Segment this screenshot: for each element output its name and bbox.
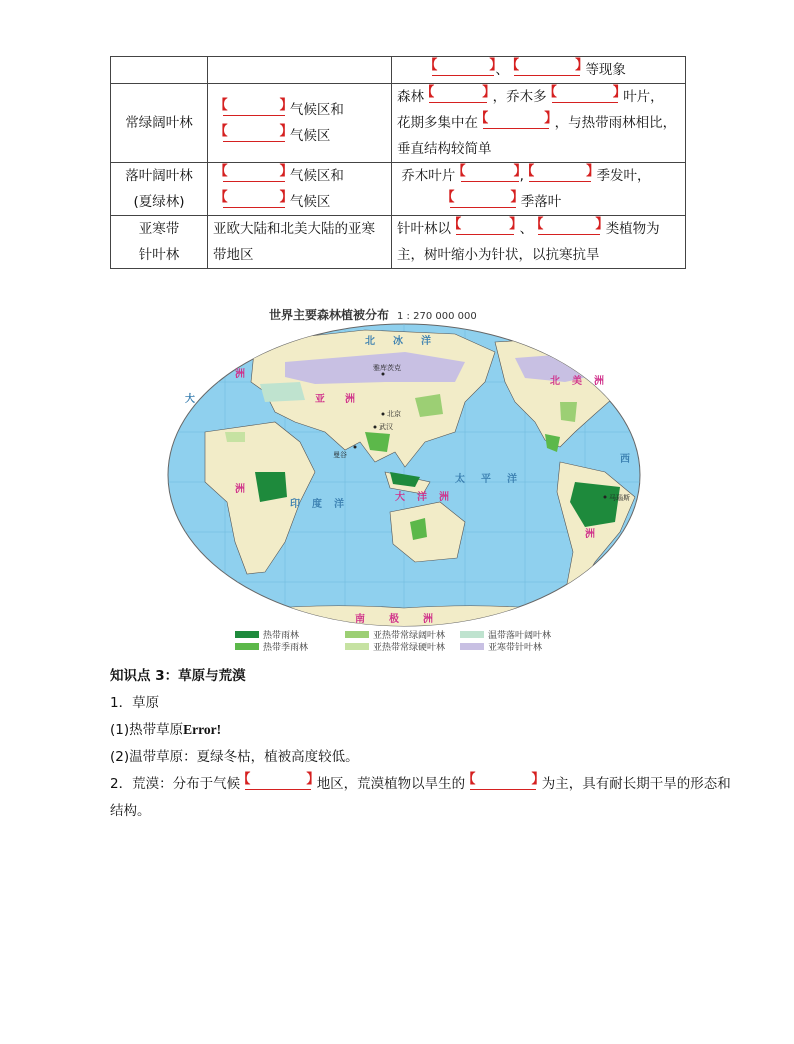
answer-blank[interactable] bbox=[223, 193, 285, 208]
field-error-text: Error! bbox=[183, 722, 222, 737]
feature-cell: 森林 【 】 ，乔木多 【 】 叶片， 花期多集中在 【 】 ，与热带雨林相比， 垂直结构较简单 bbox=[392, 84, 686, 163]
arctic-ocean-label: 北 冰 洋 bbox=[365, 336, 431, 347]
forest-type-cell: 亚寒带 针叶林 bbox=[111, 216, 208, 269]
city-label: 雅库茨克 bbox=[373, 364, 401, 372]
answer-blank[interactable] bbox=[429, 88, 487, 103]
answer-blank[interactable] bbox=[552, 88, 618, 103]
answer-blank[interactable] bbox=[483, 114, 549, 129]
climate-cell: 亚欧大陆和北美大陆的亚寒 带地区 bbox=[208, 216, 392, 269]
world-map-graphic bbox=[165, 322, 643, 628]
answer-blank[interactable] bbox=[245, 775, 311, 790]
climate-cell: 【 】 气候区和 【 】 气候区 bbox=[208, 163, 392, 216]
section-heading: 知识点 3：草原与荒漠 bbox=[110, 668, 246, 684]
map-scale: 1 : 270 000 000 bbox=[397, 311, 477, 322]
map-title: 世界主要森林植被分布 1 : 270 000 000 bbox=[269, 308, 477, 322]
answer-blank[interactable] bbox=[529, 167, 591, 182]
answer-blank[interactable] bbox=[470, 775, 536, 790]
north-america-label: 北 美 洲 bbox=[550, 376, 604, 387]
table-row bbox=[111, 84, 686, 163]
climate-cell: 【 】 气候区和 【 】 气候区 bbox=[208, 84, 392, 163]
table-cell bbox=[111, 57, 208, 84]
forest-distribution-map bbox=[165, 300, 643, 656]
answer-blank[interactable] bbox=[450, 193, 516, 208]
tropical-rainforest-zone bbox=[255, 472, 287, 502]
table-row bbox=[111, 163, 686, 216]
legend-item: 热带雨林 bbox=[235, 628, 299, 641]
indian-ocean-label: 印 度 洋 bbox=[290, 499, 344, 510]
asia-label: 亚 洲 bbox=[315, 394, 355, 405]
antarctica-land bbox=[225, 606, 585, 628]
table-row bbox=[111, 57, 686, 84]
list-item: 结构。 bbox=[110, 803, 151, 819]
table-row bbox=[111, 216, 686, 269]
answer-blank[interactable] bbox=[538, 220, 600, 235]
city-label: 曼谷 bbox=[333, 451, 347, 459]
legend-item: 热带季雨林 bbox=[235, 640, 308, 653]
answer-blank[interactable] bbox=[514, 61, 580, 76]
list-item: 1．草原 bbox=[110, 695, 160, 711]
city-label: 马瑙斯 bbox=[609, 494, 630, 502]
legend-item: 亚热带常绿硬叶林 bbox=[345, 640, 445, 653]
feature-cell: 乔木叶片 【 】 , 【 】 季发叶， 【 】 季落叶 bbox=[392, 163, 686, 216]
answer-blank[interactable] bbox=[461, 167, 519, 182]
south-america-label: 洲 bbox=[585, 529, 595, 540]
list-item: (2)温带草原：夏绿冬枯，植被高度较低。 bbox=[110, 749, 359, 765]
pacific-ocean-label: 太 平 洋 bbox=[455, 474, 517, 485]
city-label: 武汉 bbox=[379, 423, 393, 431]
answer-blank[interactable] bbox=[223, 101, 285, 116]
answer-blank[interactable] bbox=[432, 61, 494, 76]
city-label: 北京 bbox=[387, 410, 401, 418]
answer-blank[interactable] bbox=[223, 127, 285, 142]
answer-blank[interactable] bbox=[223, 167, 285, 182]
table-cell: 【 】、 【 】 等现象 bbox=[392, 57, 686, 84]
greenland-land bbox=[175, 328, 249, 374]
feature-cell: 针叶林以 【 】 、 【 】 类植物为 主，树叶缩小为针状，以抗寒抗旱 bbox=[392, 216, 686, 269]
forest-type-cell: 落叶阔叶林 (夏绿林) bbox=[111, 163, 208, 216]
sclerophyll-zone bbox=[225, 432, 245, 442]
europe-label: 洲 bbox=[235, 369, 245, 380]
atlantic-ocean-label: 大 bbox=[185, 394, 195, 405]
oceania-label: 大 洋 洲 bbox=[395, 492, 449, 503]
temperate-deciduous-zone bbox=[260, 382, 305, 402]
subtropical-evergreen-zone bbox=[560, 402, 577, 422]
subtropical-evergreen-zone bbox=[415, 394, 443, 417]
table-cell bbox=[208, 57, 392, 84]
legend-item: 亚寒带针叶林 bbox=[460, 640, 542, 653]
forest-type-cell: 常绿阔叶林 bbox=[111, 84, 208, 163]
answer-blank[interactable] bbox=[456, 220, 514, 235]
list-item: 2．荒漠：分布于气候 【 】 地区，荒漠植物以旱生的 【 】 为主，具有耐长期干旱的形态和 bbox=[110, 774, 731, 794]
legend-item: 亚热带常绿阔叶林 bbox=[345, 628, 445, 641]
forest-table bbox=[110, 56, 686, 269]
legend-item: 温带落叶阔叶林 bbox=[460, 628, 551, 641]
atlantic-ocean-label: 西 bbox=[620, 454, 630, 465]
antarctica-label: 南 极 洲 bbox=[355, 614, 433, 625]
list-item: (1)热带草原Error! bbox=[110, 722, 222, 738]
africa-label: 洲 bbox=[235, 484, 245, 495]
